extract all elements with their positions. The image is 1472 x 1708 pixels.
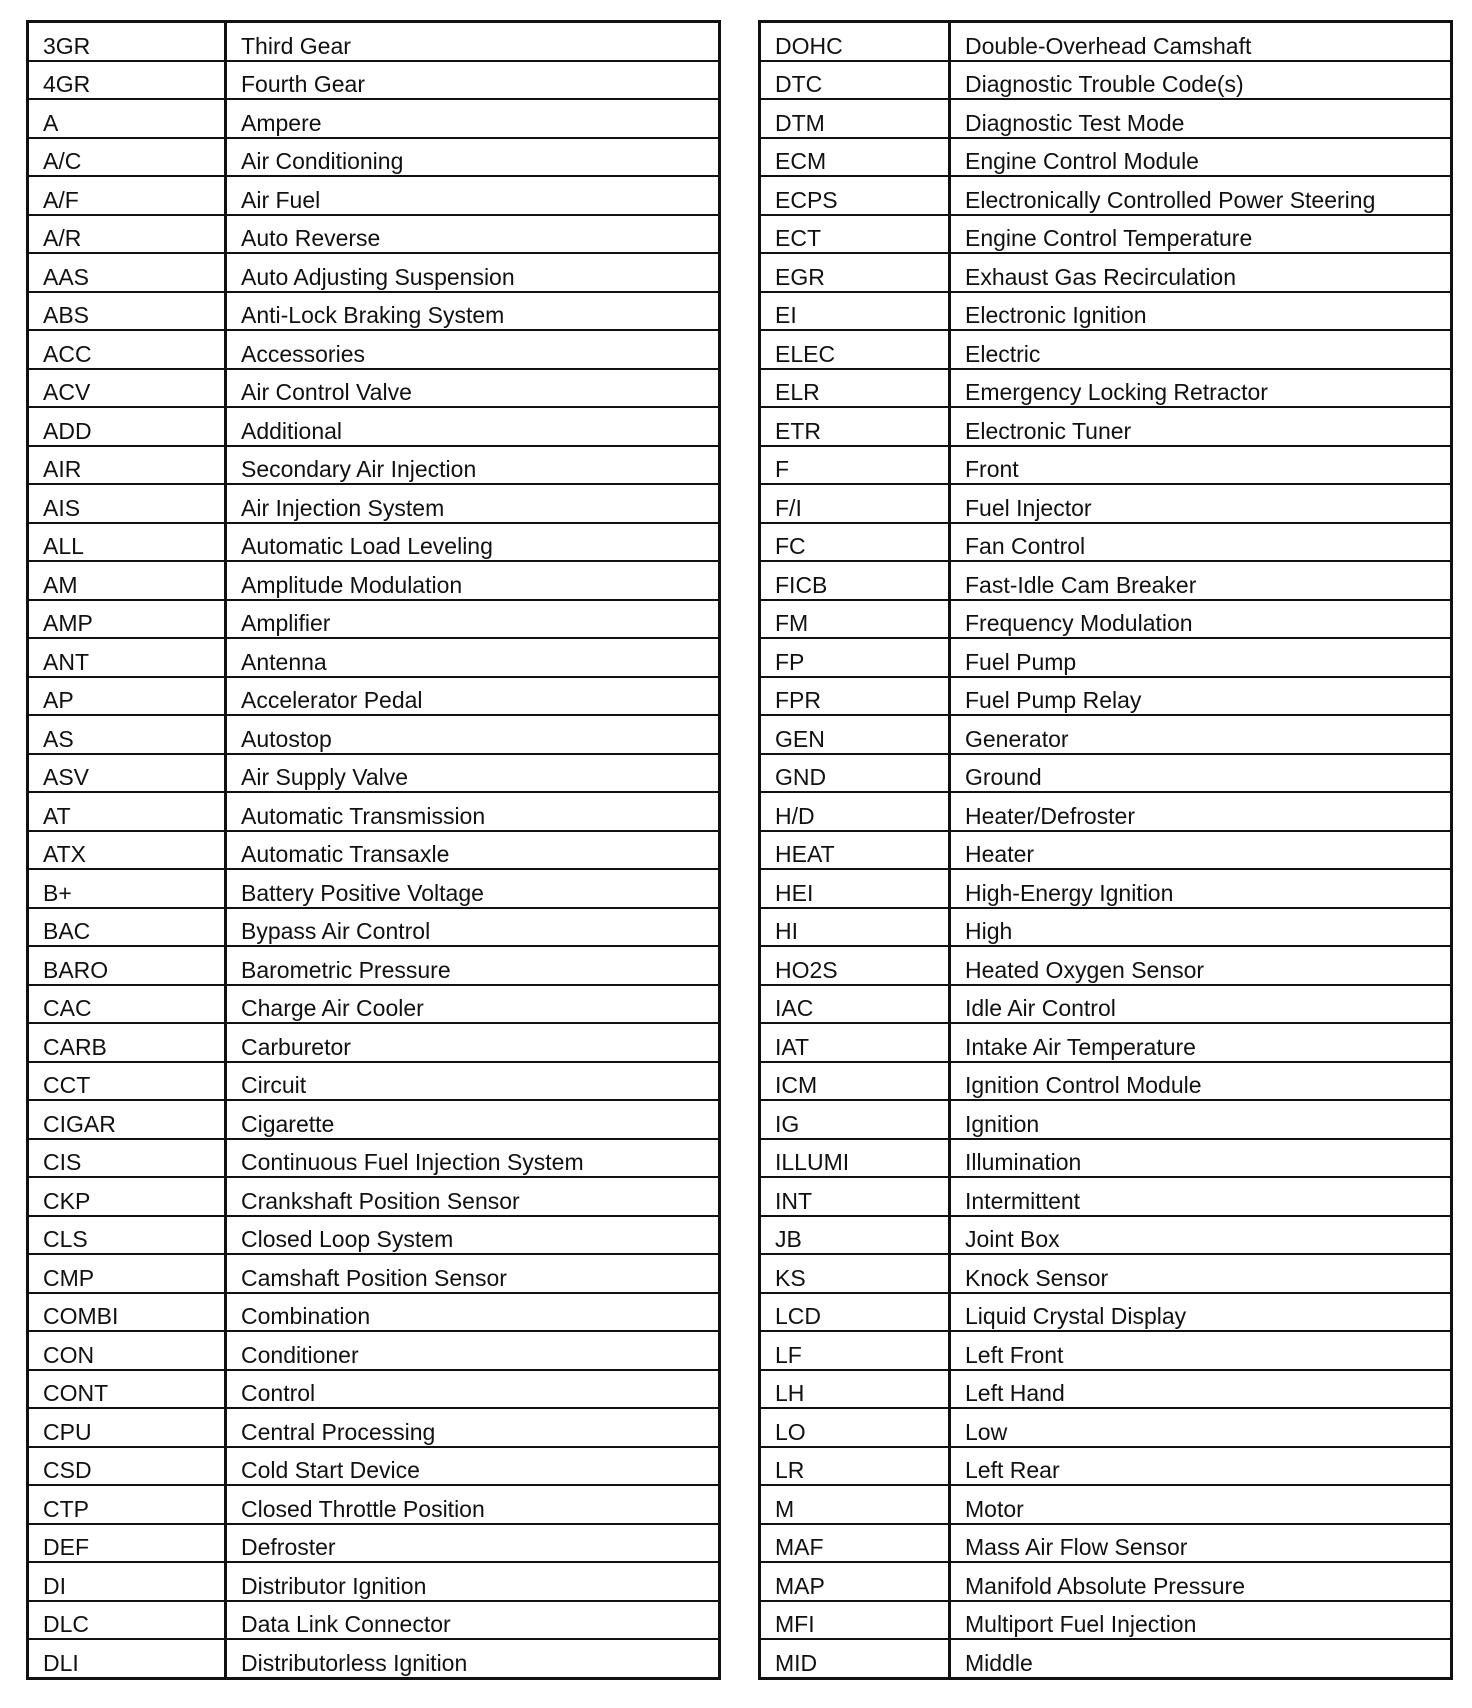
meaning-cell: Closed Loop System <box>226 1216 720 1255</box>
abbreviation-cell: ECT <box>760 215 950 254</box>
table-row <box>760 292 1452 331</box>
abbreviation-cell: BARO <box>28 946 226 985</box>
abbreviation-cell: AMP <box>28 600 226 639</box>
table-row <box>28 677 720 716</box>
abbreviation-cell: 3GR <box>28 22 226 61</box>
table-row <box>28 1524 720 1563</box>
abbreviation-table-right <box>758 20 1453 1680</box>
table-body <box>760 22 1452 1679</box>
meaning-cell: Heater/Defroster <box>950 792 1452 831</box>
meaning-cell: Air Conditioning <box>226 138 720 177</box>
meaning-cell: Low <box>950 1408 1452 1447</box>
abbreviation-cell: CON <box>28 1331 226 1370</box>
meaning-cell: Engine Control Module <box>950 138 1452 177</box>
table-row <box>760 946 1452 985</box>
meaning-cell: Joint Box <box>950 1216 1452 1255</box>
meaning-cell: Automatic Transaxle <box>226 831 720 870</box>
meaning-cell: Autostop <box>226 715 720 754</box>
table-row <box>760 908 1452 947</box>
abbreviation-cell: AIR <box>28 446 226 485</box>
table-row <box>28 99 720 138</box>
meaning-cell: High <box>950 908 1452 947</box>
meaning-cell: Knock Sensor <box>950 1254 1452 1293</box>
abbreviation-cell: IAT <box>760 1023 950 1062</box>
table-row <box>28 1485 720 1524</box>
abbreviation-cell: EI <box>760 292 950 331</box>
meaning-cell: Amplifier <box>226 600 720 639</box>
meaning-cell: Heater <box>950 831 1452 870</box>
table-row <box>760 369 1452 408</box>
table-row <box>760 99 1452 138</box>
table-row <box>28 638 720 677</box>
abbreviation-cell: AP <box>28 677 226 716</box>
table-row <box>760 985 1452 1024</box>
meaning-cell: Diagnostic Trouble Code(s) <box>950 61 1452 100</box>
abbreviation-cell: ACC <box>28 330 226 369</box>
abbreviation-cell: COMBI <box>28 1293 226 1332</box>
meaning-cell: Emergency Locking Retractor <box>950 369 1452 408</box>
meaning-cell: Ignition Control Module <box>950 1062 1452 1101</box>
meaning-cell: Combination <box>226 1293 720 1332</box>
meaning-cell: Continuous Fuel Injection System <box>226 1139 720 1178</box>
abbreviation-cell: INT <box>760 1177 950 1216</box>
table-row <box>28 908 720 947</box>
table-row <box>28 1139 720 1178</box>
table-row <box>760 215 1452 254</box>
meaning-cell: Double-Overhead Camshaft <box>950 22 1452 61</box>
table-row <box>28 1370 720 1409</box>
meaning-cell: Data Link Connector <box>226 1601 720 1640</box>
abbreviation-cell: GEN <box>760 715 950 754</box>
table-row <box>760 1023 1452 1062</box>
abbreviation-cell: KS <box>760 1254 950 1293</box>
abbreviation-cell: EGR <box>760 253 950 292</box>
meaning-cell: Ground <box>950 754 1452 793</box>
table-row <box>760 330 1452 369</box>
table-row <box>760 831 1452 870</box>
table-row <box>760 446 1452 485</box>
abbreviation-cell: ALL <box>28 523 226 562</box>
abbreviation-cell: DLC <box>28 1601 226 1640</box>
meaning-cell: Left Front <box>950 1331 1452 1370</box>
table-row <box>28 1639 720 1678</box>
meaning-cell: Central Processing <box>226 1408 720 1447</box>
table-row <box>28 1331 720 1370</box>
meaning-cell: Fan Control <box>950 523 1452 562</box>
meaning-cell: Cold Start Device <box>226 1447 720 1486</box>
abbreviation-cell: F/I <box>760 484 950 523</box>
meaning-cell: Auto Adjusting Suspension <box>226 253 720 292</box>
abbreviation-cell: LCD <box>760 1293 950 1332</box>
meaning-cell: Left Hand <box>950 1370 1452 1409</box>
meaning-cell: Circuit <box>226 1062 720 1101</box>
table-row <box>760 1254 1452 1293</box>
meaning-cell: Fast-Idle Cam Breaker <box>950 561 1452 600</box>
abbreviation-cell: GND <box>760 754 950 793</box>
abbreviation-cell: ASV <box>28 754 226 793</box>
abbreviation-cell: ANT <box>28 638 226 677</box>
meaning-cell: High-Energy Ignition <box>950 869 1452 908</box>
abbreviation-cell: H/D <box>760 792 950 831</box>
meaning-cell: Cigarette <box>226 1100 720 1139</box>
table-row <box>28 369 720 408</box>
abbreviation-cell: CTP <box>28 1485 226 1524</box>
table-row <box>760 1485 1452 1524</box>
table-row <box>760 1177 1452 1216</box>
table-row <box>760 1601 1452 1640</box>
table-row <box>760 1216 1452 1255</box>
abbreviation-cell: MAF <box>760 1524 950 1563</box>
meaning-cell: Air Injection System <box>226 484 720 523</box>
table-row <box>28 61 720 100</box>
abbreviation-cell: ACV <box>28 369 226 408</box>
table-row <box>28 407 720 446</box>
meaning-cell: Idle Air Control <box>950 985 1452 1024</box>
abbreviation-cell: FM <box>760 600 950 639</box>
abbreviation-cell: BAC <box>28 908 226 947</box>
table-row <box>28 1562 720 1601</box>
meaning-cell: Liquid Crystal Display <box>950 1293 1452 1332</box>
meaning-cell: Third Gear <box>226 22 720 61</box>
abbreviation-table-left <box>26 20 721 1680</box>
table-row <box>28 1408 720 1447</box>
table-row <box>28 869 720 908</box>
table-row <box>760 484 1452 523</box>
meaning-cell: Antenna <box>226 638 720 677</box>
meaning-cell: Intermittent <box>950 1177 1452 1216</box>
abbreviation-cell: ELR <box>760 369 950 408</box>
meaning-cell: Intake Air Temperature <box>950 1023 1452 1062</box>
meaning-cell: Additional <box>226 407 720 446</box>
abbreviation-cell: A/C <box>28 138 226 177</box>
table-row <box>28 715 720 754</box>
abbreviation-cell: CIGAR <box>28 1100 226 1139</box>
meaning-cell: Accessories <box>226 330 720 369</box>
table-row <box>760 61 1452 100</box>
meaning-cell: Air Supply Valve <box>226 754 720 793</box>
abbreviation-cell: A <box>28 99 226 138</box>
table-row <box>760 792 1452 831</box>
abbreviation-cell: CAC <box>28 985 226 1024</box>
abbreviation-cell: ATX <box>28 831 226 870</box>
table-row <box>28 1100 720 1139</box>
meaning-cell: Electronic Tuner <box>950 407 1452 446</box>
table-row <box>28 1254 720 1293</box>
meaning-cell: Automatic Load Leveling <box>226 523 720 562</box>
table-row <box>760 869 1452 908</box>
abbreviation-cell: ILLUMI <box>760 1139 950 1178</box>
table-row <box>760 1139 1452 1178</box>
meaning-cell: Left Rear <box>950 1447 1452 1486</box>
abbreviation-cell: FPR <box>760 677 950 716</box>
abbreviation-cell: DTM <box>760 99 950 138</box>
meaning-cell: Air Fuel <box>226 176 720 215</box>
abbreviation-cell: A/R <box>28 215 226 254</box>
table-row <box>28 253 720 292</box>
table-row <box>760 138 1452 177</box>
table-row <box>760 1331 1452 1370</box>
abbreviation-cell: JB <box>760 1216 950 1255</box>
meaning-cell: Frequency Modulation <box>950 600 1452 639</box>
abbreviation-cell: ICM <box>760 1062 950 1101</box>
table-row <box>28 22 720 61</box>
meaning-cell: Exhaust Gas Recirculation <box>950 253 1452 292</box>
abbreviation-cell: FICB <box>760 561 950 600</box>
table-row <box>28 831 720 870</box>
abbreviation-cell: DLI <box>28 1639 226 1678</box>
meaning-cell: Accelerator Pedal <box>226 677 720 716</box>
table-row <box>760 22 1452 61</box>
abbreviation-cell: LF <box>760 1331 950 1370</box>
meaning-cell: Barometric Pressure <box>226 946 720 985</box>
meaning-cell: Crankshaft Position Sensor <box>226 1177 720 1216</box>
table-row <box>760 1524 1452 1563</box>
meaning-cell: Electronic Ignition <box>950 292 1452 331</box>
abbreviation-cell: CLS <box>28 1216 226 1255</box>
table-row <box>28 1293 720 1332</box>
abbreviation-cell: IG <box>760 1100 950 1139</box>
meaning-cell: Distributor Ignition <box>226 1562 720 1601</box>
meaning-cell: Distributorless Ignition <box>226 1639 720 1678</box>
abbreviation-cell: ADD <box>28 407 226 446</box>
table-row <box>28 446 720 485</box>
meaning-cell: Ampere <box>226 99 720 138</box>
abbreviation-cell: LH <box>760 1370 950 1409</box>
meaning-cell: Conditioner <box>226 1331 720 1370</box>
table-row <box>28 1023 720 1062</box>
abbreviation-cell: HEAT <box>760 831 950 870</box>
abbreviation-cell: DTC <box>760 61 950 100</box>
meaning-cell: Battery Positive Voltage <box>226 869 720 908</box>
meaning-cell: Manifold Absolute Pressure <box>950 1562 1452 1601</box>
table-row <box>760 176 1452 215</box>
abbreviation-cell: ECM <box>760 138 950 177</box>
meaning-cell: Motor <box>950 1485 1452 1524</box>
abbreviation-cell: CPU <box>28 1408 226 1447</box>
abbreviation-cell: CARB <box>28 1023 226 1062</box>
abbreviation-cell: MAP <box>760 1562 950 1601</box>
meaning-cell: Bypass Air Control <box>226 908 720 947</box>
abbreviation-cell: CONT <box>28 1370 226 1409</box>
abbreviation-cell: M <box>760 1485 950 1524</box>
meaning-cell: Middle <box>950 1639 1452 1678</box>
meaning-cell: Generator <box>950 715 1452 754</box>
table-row <box>760 1408 1452 1447</box>
abbreviation-cell: LR <box>760 1447 950 1486</box>
abbreviation-cell: AT <box>28 792 226 831</box>
abbreviation-cell: ECPS <box>760 176 950 215</box>
abbreviation-cell: 4GR <box>28 61 226 100</box>
abbreviation-cell: DOHC <box>760 22 950 61</box>
table-row <box>760 715 1452 754</box>
table-row <box>28 484 720 523</box>
meaning-cell: Amplitude Modulation <box>226 561 720 600</box>
abbreviation-cell: AIS <box>28 484 226 523</box>
abbreviation-cell: DEF <box>28 1524 226 1563</box>
meaning-cell: Anti-Lock Braking System <box>226 292 720 331</box>
table-row <box>760 1100 1452 1139</box>
meaning-cell: Carburetor <box>226 1023 720 1062</box>
abbreviation-cell: AAS <box>28 253 226 292</box>
meaning-cell: Electric <box>950 330 1452 369</box>
table-row <box>28 561 720 600</box>
abbreviation-cell: IAC <box>760 985 950 1024</box>
table-row <box>28 1601 720 1640</box>
table-row <box>760 754 1452 793</box>
table-row <box>760 561 1452 600</box>
abbreviation-cell: HEI <box>760 869 950 908</box>
abbreviation-cell: ABS <box>28 292 226 331</box>
meaning-cell: Ignition <box>950 1100 1452 1139</box>
abbreviation-cell: HO2S <box>760 946 950 985</box>
abbreviation-cell: FP <box>760 638 950 677</box>
meaning-cell: Front <box>950 446 1452 485</box>
meaning-cell: Secondary Air Injection <box>226 446 720 485</box>
table-row <box>760 1370 1452 1409</box>
table-row <box>28 138 720 177</box>
meaning-cell: Electronically Controlled Power Steering <box>950 176 1452 215</box>
abbreviation-cell: CIS <box>28 1139 226 1178</box>
meaning-cell: Defroster <box>226 1524 720 1563</box>
abbreviation-cell: A/F <box>28 176 226 215</box>
abbreviation-cell: B+ <box>28 869 226 908</box>
table-body <box>28 22 720 1679</box>
meaning-cell: Control <box>226 1370 720 1409</box>
abbreviation-cell: CKP <box>28 1177 226 1216</box>
meaning-cell: Camshaft Position Sensor <box>226 1254 720 1293</box>
table-row <box>28 754 720 793</box>
table-row <box>28 215 720 254</box>
abbreviation-cell: CCT <box>28 1062 226 1101</box>
meaning-cell: Fuel Injector <box>950 484 1452 523</box>
meaning-cell: Auto Reverse <box>226 215 720 254</box>
meaning-cell: Engine Control Temperature <box>950 215 1452 254</box>
abbreviation-cell: HI <box>760 908 950 947</box>
table-row <box>760 1293 1452 1332</box>
meaning-cell: Diagnostic Test Mode <box>950 99 1452 138</box>
table-row <box>28 1447 720 1486</box>
abbreviation-cell: LO <box>760 1408 950 1447</box>
table-row <box>28 985 720 1024</box>
table-row <box>28 1216 720 1255</box>
table-row <box>760 1062 1452 1101</box>
table-row <box>760 253 1452 292</box>
table-row <box>28 600 720 639</box>
abbreviation-cell: CMP <box>28 1254 226 1293</box>
meaning-cell: Illumination <box>950 1139 1452 1178</box>
meaning-cell: Charge Air Cooler <box>226 985 720 1024</box>
table-row <box>760 407 1452 446</box>
table-row <box>28 292 720 331</box>
table-row <box>28 1062 720 1101</box>
abbreviation-cell: ELEC <box>760 330 950 369</box>
abbreviation-cell: ETR <box>760 407 950 446</box>
table-row <box>28 792 720 831</box>
table-row <box>28 330 720 369</box>
meaning-cell: Multiport Fuel Injection <box>950 1601 1452 1640</box>
abbreviation-cell: FC <box>760 523 950 562</box>
table-row <box>760 1562 1452 1601</box>
table-row <box>760 677 1452 716</box>
meaning-cell: Air Control Valve <box>226 369 720 408</box>
meaning-cell: Fourth Gear <box>226 61 720 100</box>
table-row <box>760 600 1452 639</box>
abbreviation-cell: AS <box>28 715 226 754</box>
table-row <box>28 1177 720 1216</box>
table-row <box>28 523 720 562</box>
abbreviation-cell: DI <box>28 1562 226 1601</box>
abbreviation-cell: AM <box>28 561 226 600</box>
abbreviation-cell: MFI <box>760 1601 950 1640</box>
table-row <box>760 1447 1452 1486</box>
abbreviation-cell: CSD <box>28 1447 226 1486</box>
meaning-cell: Fuel Pump <box>950 638 1452 677</box>
table-row <box>28 176 720 215</box>
meaning-cell: Automatic Transmission <box>226 792 720 831</box>
meaning-cell: Heated Oxygen Sensor <box>950 946 1452 985</box>
table-row <box>28 946 720 985</box>
abbreviation-cell: F <box>760 446 950 485</box>
meaning-cell: Fuel Pump Relay <box>950 677 1452 716</box>
table-row <box>760 638 1452 677</box>
table-row <box>760 1639 1452 1678</box>
abbreviation-cell: MID <box>760 1639 950 1678</box>
meaning-cell: Closed Throttle Position <box>226 1485 720 1524</box>
meaning-cell: Mass Air Flow Sensor <box>950 1524 1452 1563</box>
table-row <box>760 523 1452 562</box>
